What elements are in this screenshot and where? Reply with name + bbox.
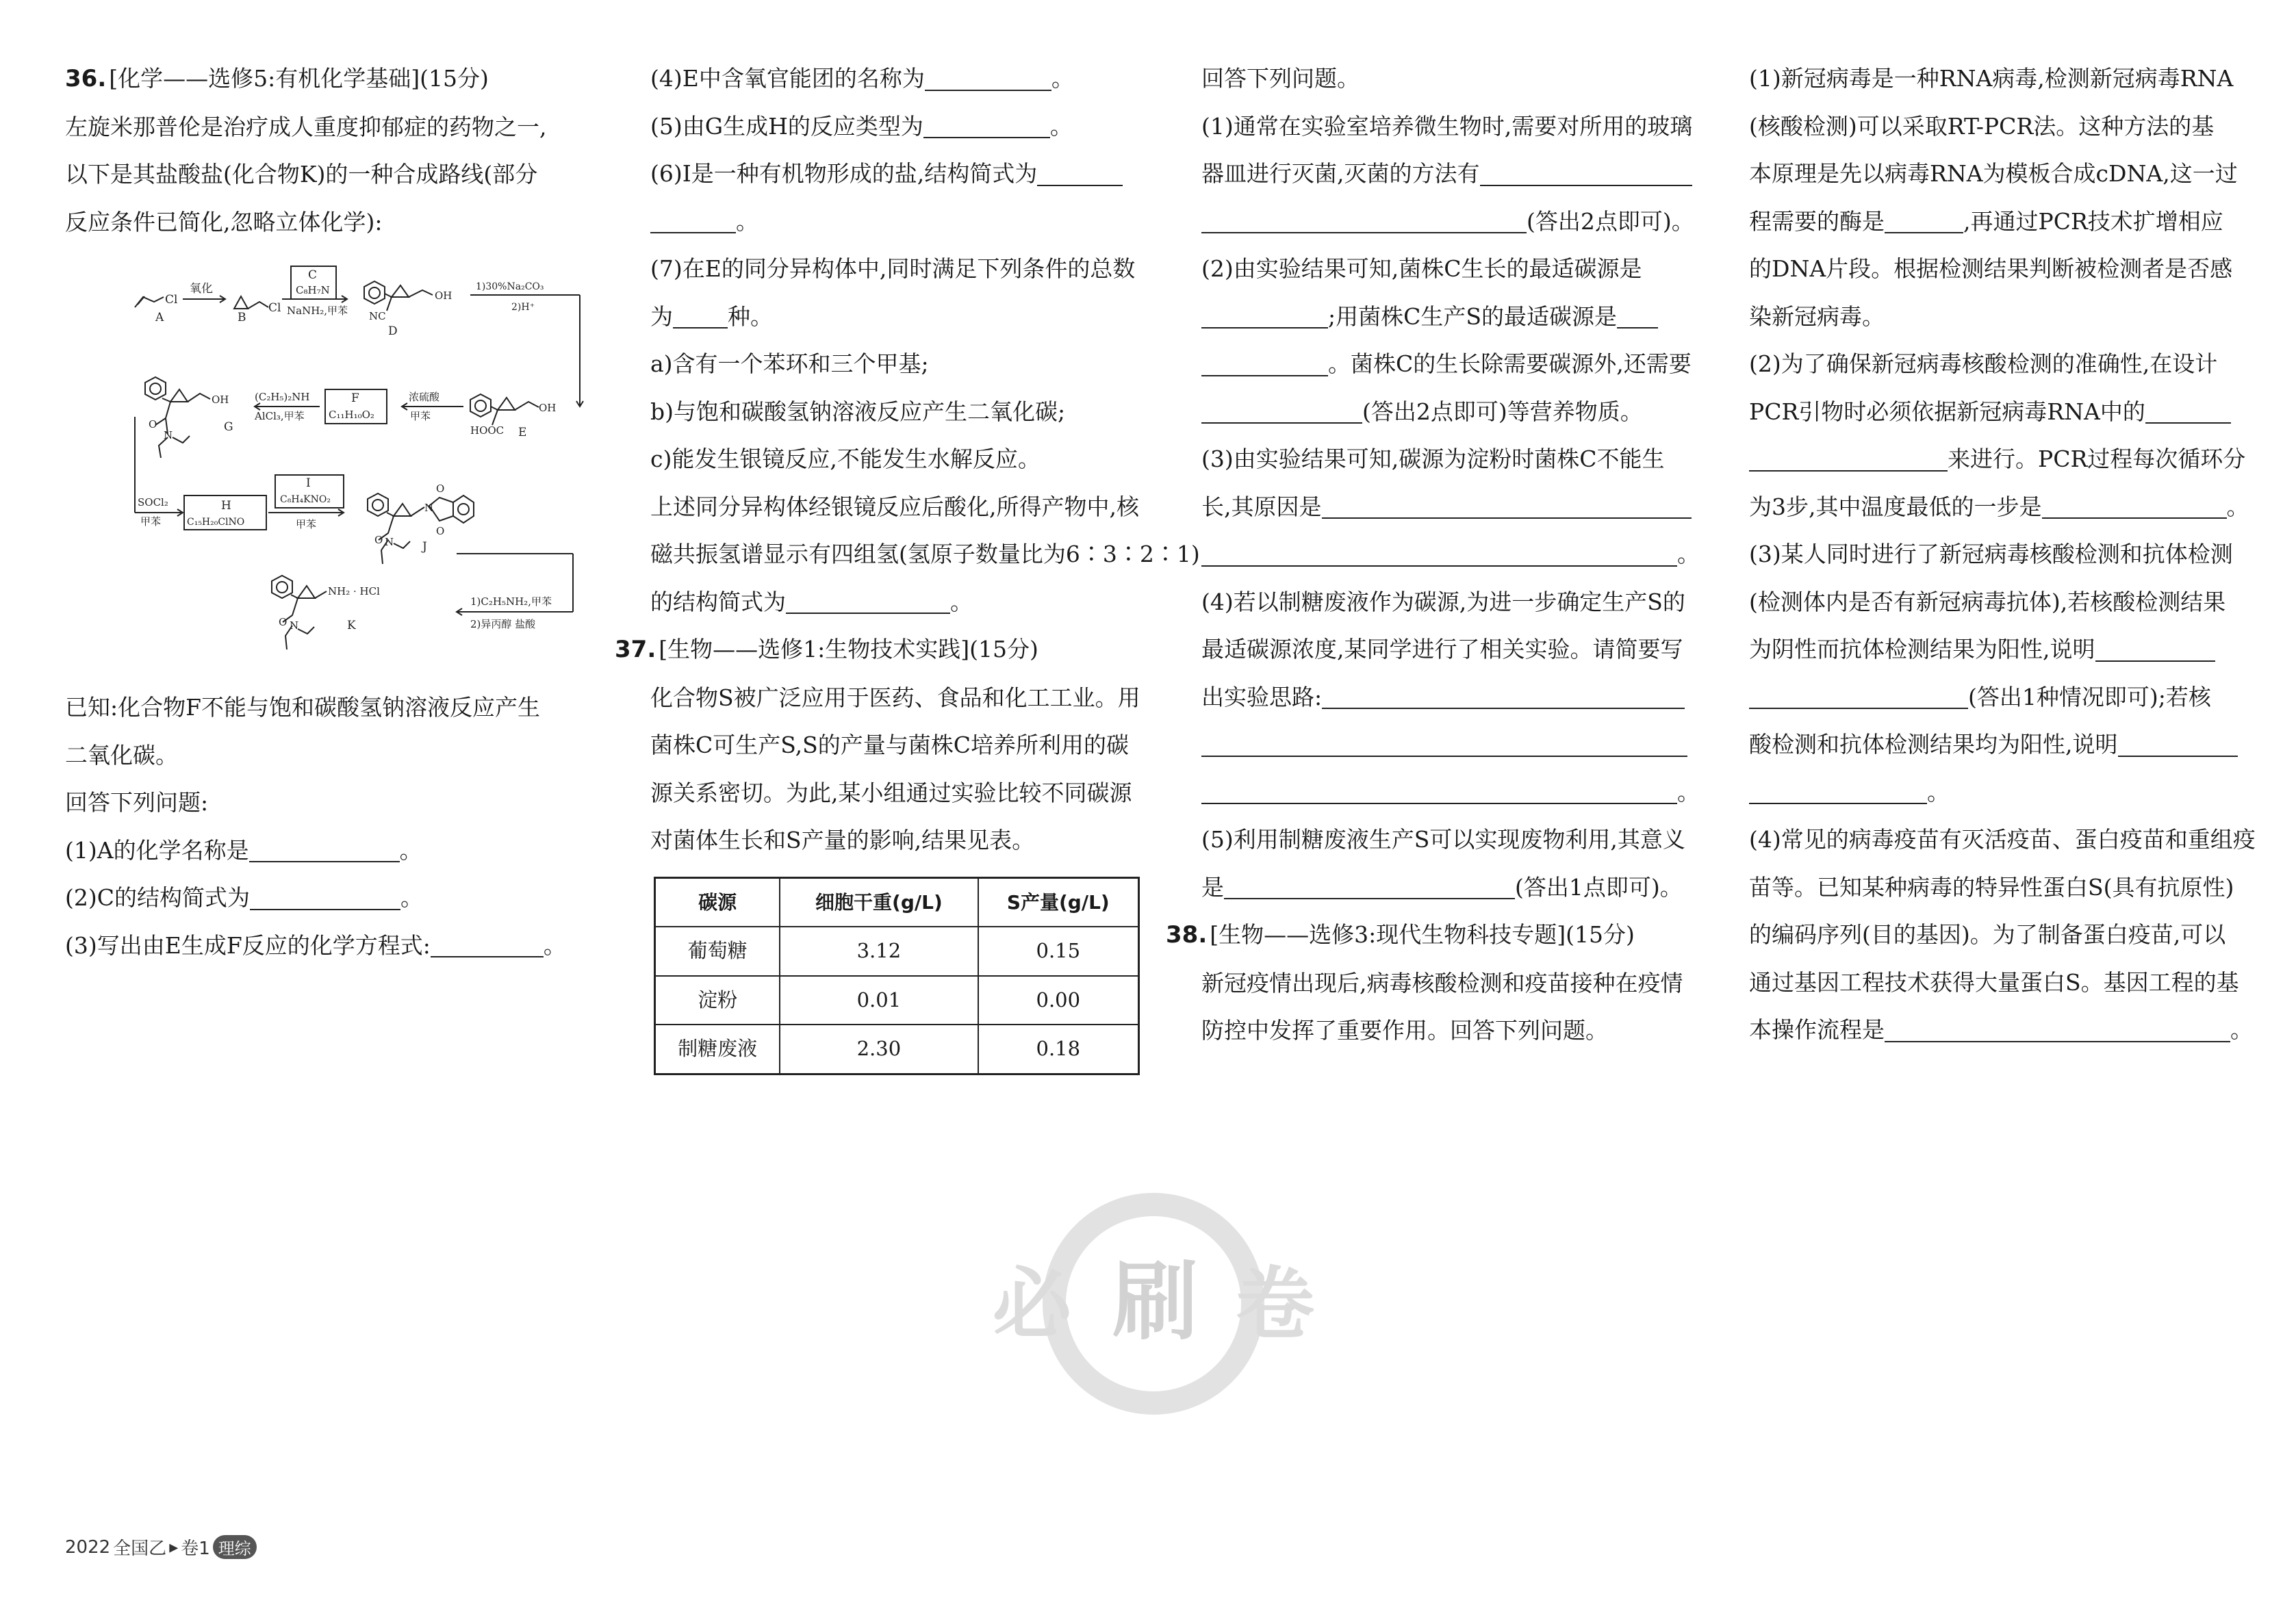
subquestion-7-tail: 磁共振氢谱显示有四组氢(氢原子数量比为6∶3∶2∶1) (650, 541, 1200, 567)
benzene-ring (458, 504, 469, 515)
molecule-B (234, 296, 248, 309)
watermark-char: 卷 (1236, 1259, 1315, 1350)
answer-blank[interactable] (1201, 543, 1677, 567)
label-n: N (164, 429, 173, 441)
table-cell: 3.12 (780, 927, 978, 976)
condition-b: b)与饱和碳酸氢钠溶液反应产生二氧化碳; (650, 398, 1066, 425)
table-row (655, 976, 1139, 1025)
footer-subject-badge: 理综 (213, 1535, 257, 1559)
label-cl: Cl (165, 293, 178, 307)
molecule-K-benzene (272, 576, 292, 598)
question-37-header: 37. [生物——选修1:生物技术实践](15分) (615, 636, 1038, 663)
part-4: (4)常见的病毒疫苗有灭活疫苗、蛋白疫苗和重组疫 (1749, 826, 2256, 853)
intro-line: 源关系密切。为此,某小组通过实验比较不同碳源 (650, 779, 1132, 806)
label-A: A (155, 311, 164, 324)
table-cell: 2.30 (780, 1025, 978, 1074)
footer-volume: 卷1 (181, 1539, 210, 1559)
synthesis-scheme-svg (128, 266, 600, 663)
subquestion-5: (5)由G生成H的反应类型为 。 (650, 112, 1073, 140)
answer-blank[interactable] (1201, 352, 1328, 376)
part-3-cont: (答出1种情况即可);若核 (1749, 673, 2242, 721)
answer-blank[interactable] (1201, 400, 1362, 424)
molecule-B-chain (248, 302, 268, 309)
part-4: (4)若以制糖废液作为碳源,为进一步确定生产S的 (1201, 588, 1685, 615)
part-4-cont: 出实验思路: (1201, 673, 1694, 721)
label-C: C (308, 268, 318, 282)
part-2-cont: ;用菌株C生产S的最适碳源是 (1201, 293, 1694, 341)
subquestion-2: (2)C的结构简式为 。 (65, 884, 423, 911)
label-o: O (436, 525, 445, 537)
part-2: (2)为了确保新冠病毒核酸检测的准确性,在设计 (1749, 350, 2218, 377)
question-38-header: 38. [生物——选修3:现代生物科技专题](15分) (1166, 921, 1635, 949)
table-header: 碳源 (655, 877, 780, 927)
label-n: N (290, 619, 299, 632)
subquestion-3: (3)写出由E生成F反应的化学方程式: 。 (65, 931, 566, 959)
label-J: J (422, 540, 427, 554)
bond (291, 595, 298, 598)
question-36-column (65, 55, 599, 969)
label-G: G (224, 420, 233, 434)
answer-blank[interactable] (2042, 495, 2227, 519)
part-3-cont: 长,其原因是 (1201, 483, 1694, 531)
intro-line: 以下是其盐酸盐(化合物K)的一种合成路线(部分 (65, 161, 538, 188)
answer-blank[interactable] (250, 886, 400, 910)
intro-line: 对菌体生长和S产量的影响,结果见表。 (650, 827, 1035, 853)
intro-line: 菌株C可生产S,S的产量与菌株C培养所利用的碳 (650, 732, 1130, 758)
label-K: K (347, 619, 356, 632)
amide-bond (155, 402, 170, 425)
part-3: (3)由实验结果可知,碳源为淀粉时菌株C不能生 (1201, 446, 1665, 472)
part-1-cont: 程需要的酶是 ,再通过PCR技术扩增相应 (1749, 207, 2223, 235)
subquestion-4: (4)E中含氧官能团的名称为 。 (650, 65, 1074, 92)
answer-blank[interactable] (925, 67, 1051, 91)
part-4-cont: 本操作流程是 。 (1749, 1016, 2253, 1043)
molecule-G-cyclopropane (170, 389, 188, 402)
label-oh: OH (435, 289, 452, 302)
i-reagent: 甲苯 (296, 518, 317, 530)
carbon-source-table (654, 877, 1140, 1075)
part-3-cont: 酸检测和抗体检测结果均为阳性,说明 (1749, 721, 2242, 769)
molecule-G-benzene (145, 377, 166, 400)
k-reagent-1: 1)C₂H₅NH₂,甲苯 (470, 595, 552, 608)
answer-blank[interactable] (431, 934, 544, 957)
label-o: O (436, 482, 445, 495)
label-H: H (221, 499, 231, 513)
answer-prompt: 回答下列问题。 (1201, 65, 1360, 92)
label-o: O (279, 616, 288, 628)
answer-blank[interactable] (2095, 638, 2215, 662)
benzene-ring (475, 400, 486, 411)
c-formula: C₈H₇N (296, 284, 330, 296)
table-cell: 0.01 (780, 976, 978, 1025)
synthesis-scheme (128, 266, 600, 663)
watermark-svg (952, 1198, 1355, 1410)
answer-blank[interactable] (1224, 875, 1515, 899)
answer-blank[interactable] (1201, 780, 1677, 804)
double-bond (138, 296, 144, 305)
ethyl (298, 627, 314, 634)
label-D: D (388, 324, 398, 338)
table-cell: 制糖废液 (655, 1025, 780, 1074)
answer-blank[interactable] (673, 305, 728, 329)
label-cl: Cl (268, 301, 281, 315)
c-reagent: NaNH₂,甲苯 (287, 305, 348, 317)
part-2: (2)由实验结果可知,菌株C生长的最适碳源是 (1201, 255, 1642, 282)
table-cell: 0.18 (978, 1025, 1139, 1074)
label-I: I (306, 476, 311, 490)
table-cell: 0.15 (978, 927, 1139, 976)
watermark-char: 必 (993, 1259, 1072, 1350)
answer-blank[interactable] (1201, 305, 1328, 329)
condition-a: a)含有一个苯环和三个甲基; (650, 350, 929, 377)
part-4-cont: 最适碳源浓度,某同学进行了相关实验。请简要写 (1201, 636, 1683, 662)
part-1-cont: 染新冠病毒。 (1749, 302, 1885, 330)
part-2-cont: (答出2点即可)等营养物质。 (1201, 388, 1694, 436)
bond (315, 591, 327, 598)
part-3-cont: (检测体内是否有新冠病毒抗体),若核酸检测结果 (1749, 588, 2226, 615)
table-cell: 淀粉 (655, 976, 780, 1025)
molecule-E-chain (515, 402, 539, 410)
subquestion-1: (1)A的化学名称是 。 (65, 836, 422, 864)
part-1-cont: (核酸检测)可以采取RT-PCR法。这种方法的基 (1749, 112, 2215, 140)
part-3-cont: 。 (1749, 769, 2242, 816)
f-formula: C₁₁H₁₀O₂ (329, 409, 374, 421)
table-header-row (655, 877, 1139, 927)
table-header: S产量(g/L) (978, 877, 1139, 927)
benzene-ring (277, 582, 288, 593)
answer-blank[interactable] (1749, 685, 1968, 709)
label-F: F (351, 391, 359, 405)
answer-blank[interactable] (1749, 448, 1948, 472)
question-38-column (1749, 55, 2256, 1054)
intro-line: 新冠疫情出现后,病毒核酸检测和疫苗接种在疫情 (1201, 969, 1683, 996)
intro-line: 防控中发挥了重要作用。回答下列问题。 (1201, 1017, 1608, 1044)
condition-c: c)能发生银镜反应,不能发生水解反应。 (650, 446, 1041, 472)
part-1-cont: 器皿进行灭菌,灭菌的方法有 (1201, 150, 1694, 198)
part-1-cont: 本原理是先以病毒RNA为模板合成cDNA,这一过 (1749, 160, 2238, 187)
part-3-cont: 为阴性而抗体检测结果为阳性,说明 (1749, 626, 2242, 673)
i-formula: C₈H₄KNO₂ (280, 494, 331, 505)
d-reagent-2: 2)H⁺ (511, 302, 535, 313)
g-reagent-1: (C₂H₅)₂NH (255, 391, 310, 403)
bond (491, 407, 498, 410)
benzene-ring (369, 287, 380, 298)
answer-blank[interactable] (923, 114, 1050, 138)
part-1: (1)新冠病毒是一种RNA病毒,检测新冠病毒RNA (1749, 65, 2234, 92)
label-B: B (238, 311, 246, 324)
answer-blank[interactable] (1201, 209, 1527, 233)
known-line: 已知:化合物F不能与饱和碳酸氢钠溶液反应产生 (65, 694, 541, 721)
watermark (952, 1198, 1355, 1410)
label-oxidation: 氧化 (190, 282, 213, 296)
table-cell: 0.00 (978, 976, 1139, 1025)
part-3-cont: 。 (1201, 530, 1694, 578)
part-3: (3)某人同时进行了新冠病毒核酸检测和抗体检测 (1749, 541, 2233, 567)
answer-blank[interactable] (786, 590, 950, 614)
part-1: (1)通常在实验室培养微生物时,需要对所用的玻璃 (1201, 112, 1693, 140)
subquestion-7-cont: 为 种。 (650, 302, 773, 330)
intro-line: 左旋米那普伦是治疗成人重度抑郁症的药物之一, (65, 113, 547, 140)
bond (385, 294, 392, 297)
part-2-cont: 来进行。PCR过程每次循环分 (1749, 435, 2242, 483)
molecule-G-chain (188, 394, 210, 402)
watermark-char: 刷 (1112, 1252, 1198, 1352)
bond (387, 297, 392, 311)
part-2-cont: 为3步,其中温度最低的一步是 。 (1749, 493, 2249, 520)
h-reagent-1: SOCl₂ (138, 496, 168, 509)
label-n: N (385, 536, 394, 548)
label-E: E (518, 426, 527, 439)
footer-year: 2022 (65, 1536, 111, 1558)
answer-prompt: 回答下列问题: (65, 789, 209, 816)
subquestion-6-cont: 。 (650, 198, 1143, 246)
d-reagent-1: 1)30%Na₂CO₃ (476, 281, 544, 292)
part-5-cont: 是 (答出1点即可)。 (1201, 873, 1683, 901)
part-1-cont: 的DNA片段。根据检测结果判断被检测者是否感 (1749, 255, 2233, 282)
question-36-header: 36. [化学——选修5:有机化学基础](15分) (65, 65, 489, 92)
molecule-D-cyclopropane (392, 285, 409, 297)
table-header: 细胞干重(g/L) (780, 877, 978, 927)
subquestion-7: (7)在E的同分异构体中,同时满足下列条件的总数 (650, 255, 1136, 282)
answer-blank[interactable] (650, 209, 736, 233)
answer-blank[interactable] (249, 838, 400, 862)
label-o: O (374, 534, 383, 546)
molecule-E-cyclopropane (498, 398, 515, 410)
question-number: 37. (615, 636, 656, 663)
part-4-cont: 通过基因工程技术获得大量蛋白S。基因工程的基 (1749, 968, 2239, 996)
label-o: O (149, 418, 157, 430)
molecule-J-benzene (368, 493, 388, 516)
subquestion-7-tail: 的结构简式为 。 (650, 588, 973, 615)
phthalimide-benzene (453, 495, 474, 523)
footer-arrow-icon: ▸ (169, 1536, 179, 1558)
g-reagent-2: AlCl₃,甲苯 (255, 410, 305, 422)
ethyl (173, 436, 190, 443)
answer-blank[interactable] (1885, 1018, 2230, 1042)
part-2-cont: 。菌株C的生长除需要碳源外,还需要 (1201, 340, 1694, 388)
table-cell: 葡萄糖 (655, 927, 780, 976)
benzene-ring (372, 500, 383, 511)
molecule-E-benzene (470, 394, 491, 417)
bond (162, 398, 170, 402)
footer-paper: 全国乙 (113, 1539, 167, 1559)
part-4-cont: 。 (1201, 769, 1694, 816)
answer-blank[interactable] (1322, 495, 1692, 519)
f-reagent-1: 浓硫酸 (409, 391, 440, 403)
bond (492, 410, 498, 425)
answer-blank[interactable] (1037, 162, 1123, 186)
question-37-38-column (1166, 55, 1700, 1055)
benzene-ring (150, 383, 161, 394)
part-4-cont (1201, 721, 1694, 769)
part-4-cont: 苗等。已知某种病毒的特异性蛋白S(具有抗原性) (1749, 873, 2234, 901)
answer-blank[interactable] (2118, 733, 2238, 757)
label-nh2hcl: NH₂ · HCl (328, 585, 380, 597)
answer-blank[interactable] (1749, 780, 1927, 804)
question-number: 38. (1166, 921, 1208, 949)
label-n: N (424, 502, 434, 514)
question-number: 36. (65, 65, 107, 92)
molecule-K-cyclopropane (298, 586, 315, 598)
molecule-D-benzene (364, 281, 385, 304)
f-reagent-2: 甲苯 (410, 410, 431, 422)
answer-blank[interactable] (1480, 162, 1692, 186)
answer-blank[interactable] (1201, 733, 1687, 757)
h-reagent-2: 甲苯 (140, 515, 162, 528)
label-nc: NC (369, 310, 386, 322)
intro-line: 化合物S被广泛应用于医药、食品和化工工业。用 (650, 684, 1140, 711)
molecule-J-cyclopropane (394, 504, 411, 516)
part-1-cont: (答出2点即可)。 (1201, 198, 1694, 246)
label-oh: OH (212, 394, 229, 406)
bond (411, 507, 424, 516)
answer-blank[interactable] (1322, 685, 1685, 709)
k-reagent-2: 2)异丙醇 盐酸 (470, 618, 536, 630)
answer-blank[interactable] (1617, 305, 1658, 329)
bond (387, 513, 394, 516)
intro-line: 反应条件已简化,忽略立体化学): (65, 208, 383, 235)
subquestion-6: (6)I是一种有机物形成的盐,结构简式为 (650, 150, 1143, 198)
ethyl (394, 541, 410, 548)
part-4-cont: 的编码序列(目的基因)。为了制备蛋白疫苗,可以 (1749, 921, 2226, 948)
table-row (655, 927, 1139, 976)
page-footer (65, 1534, 257, 1560)
table-row (655, 1025, 1139, 1074)
molecule-D-chain (409, 290, 433, 297)
subquestion-7-tail: 上述同分异构体经银镜反应后酸化,所得产物中,核 (650, 493, 1139, 520)
label-oh: OH (539, 402, 557, 414)
known-line: 二氧化碳。 (65, 741, 178, 769)
answer-blank[interactable] (2145, 400, 2231, 424)
part-5: (5)利用制糖废液生产S可以实现废物利用,其意义 (1201, 826, 1685, 853)
part-2-cont: PCR引物时必须依据新冠病毒RNA中的 (1749, 388, 2242, 436)
label-hooc: HOOC (470, 424, 505, 437)
answer-blank[interactable] (1885, 209, 1963, 233)
h-formula: C₁₅H₂₀ClNO (187, 517, 245, 528)
